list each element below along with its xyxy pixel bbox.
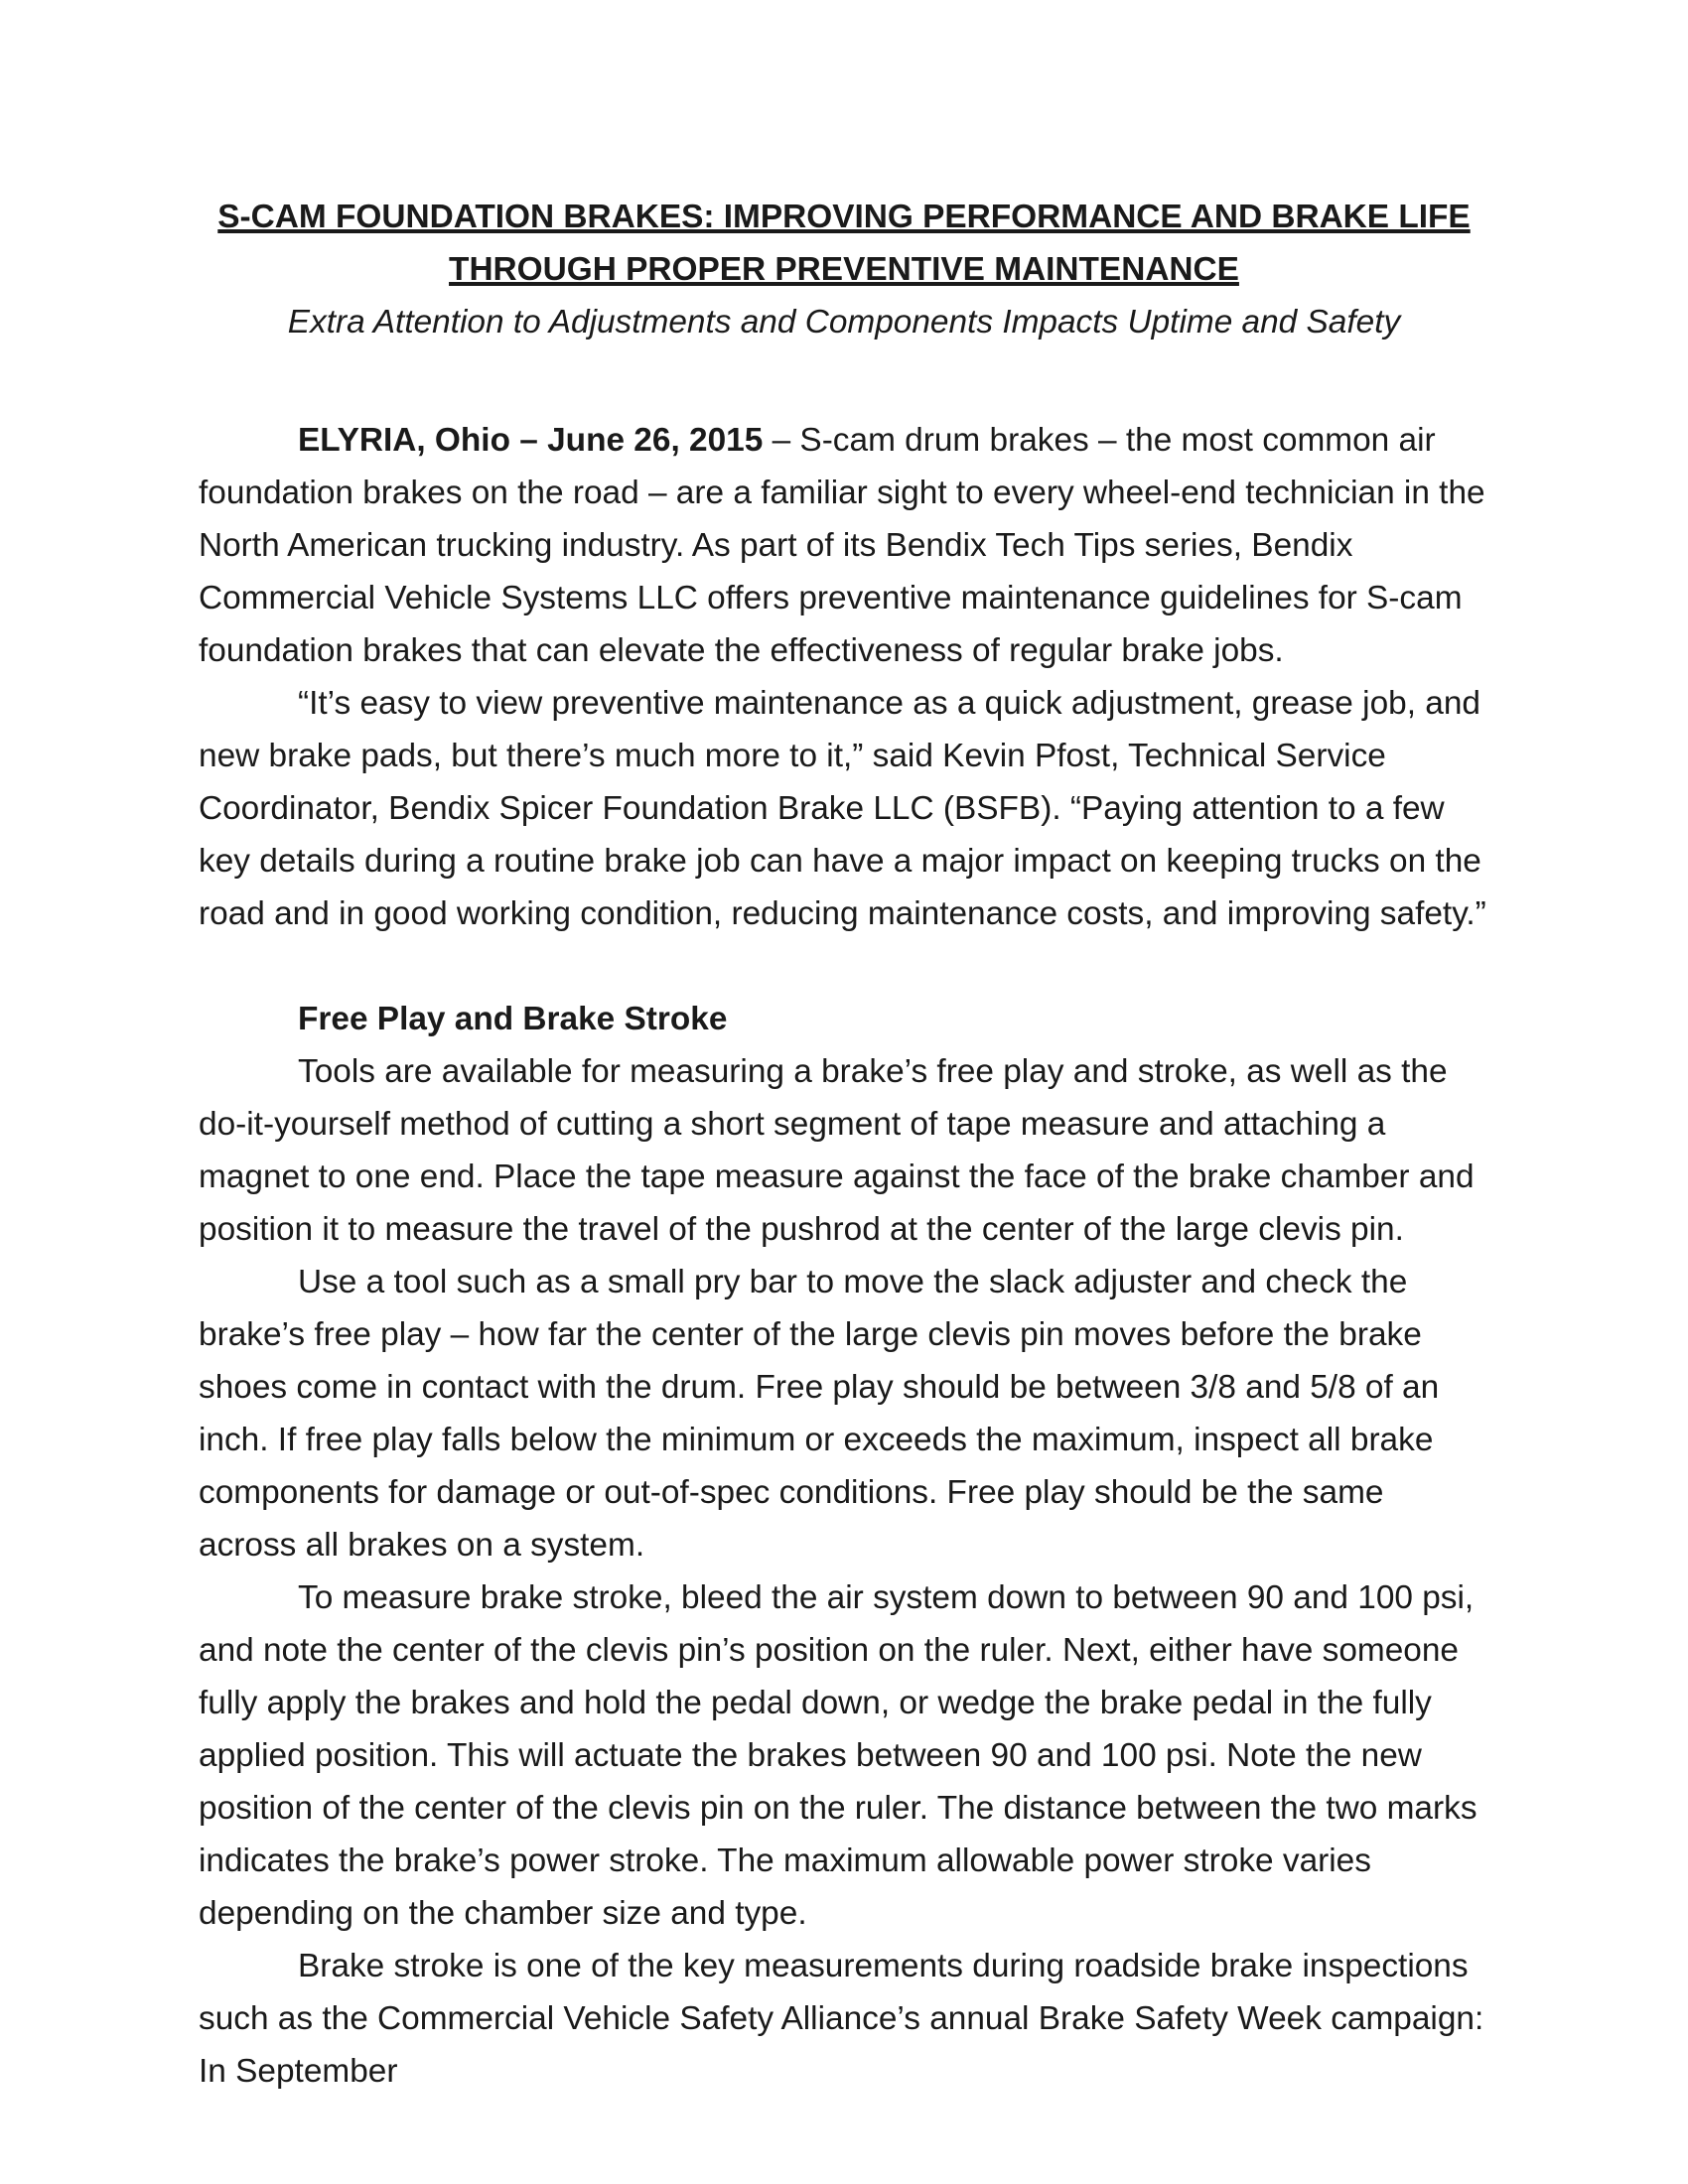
paragraph-inspections: Brake stroke is one of the key measurements during roadside brake inspections such as the Commercial Vehicle Safety Alliance’s annual Brake Safety Week campaign: In September bbox=[199, 1948, 1484, 2090]
dateline-paragraph-text: – S-cam drum brakes – the most common air foundation brakes on the road – are a familiar sight to every wheel-end technician in the North American trucking industry. As part of its Bendix Tech Tips series, Bendix Commercial Vehicle Systems LLC offers preventive maintenance guidelines for S-cam foundation brakes that can elevate the effectiveness of regular brake jobs. bbox=[199, 422, 1485, 669]
paragraph-dateline bbox=[199, 414, 1489, 677]
paragraph-quote: “It’s easy to view preventive maintenance as a quick adjustment, grease job, and new brake pads, but there’s much more to it,” said Kevin Pfost, Technical Service Coordinator, Bendix Spicer Foundation Brake LLC (BSFB). “Paying attention to a few key details during a routine brake job can have a major impact on keeping trucks on the road and in good working condition, reducing maintenance costs, and improving safety.” bbox=[199, 685, 1486, 932]
paragraph-brake-stroke: To measure brake stroke, bleed the air system down to between 90 and 100 psi, and note the center of the clevis pin’s position on the ruler. Next, either have someone fully apply the brakes and hold the pedal down, or wedge the brake pedal in the fully applied position. This will actuate the brakes between 90 and 100 psi. Note the new position of the center of the clevis pin on the ruler. The distance between the two marks indicates the brake’s power stroke. The maximum allowable power stroke varies depending on the chamber size and type. bbox=[199, 1579, 1477, 1932]
document-title-line-2: THROUGH PROPER PREVENTIVE MAINTENANCE bbox=[449, 251, 1239, 288]
section-heading-free-play-and-brake-stroke: Free Play and Brake Stroke bbox=[298, 1001, 728, 1037]
dateline-bold-lead: ELYRIA, Ohio – June 26, 2015 bbox=[298, 422, 764, 459]
paragraph-free-play: Use a tool such as a small pry bar to move the slack adjuster and check the brake’s free play – how far the center of the large clevis pin moves before the brake shoes come in contact with the drum. Free play should be between 3/8 and 5/8 of an inch. If free play falls below the minimum or exceeds the maximum, inspect all brake components for damage or out-of-spec conditions. Free play should be the same across all brakes on a system. bbox=[199, 1264, 1440, 1564]
document-title bbox=[199, 191, 1489, 296]
document-subtitle: Extra Attention to Adjustments and Components Impacts Uptime and Safety bbox=[287, 304, 1401, 341]
document-title-line-1: S-CAM FOUNDATION BRAKES: IMPROVING PERFORMANCE AND BRAKE LIFE bbox=[217, 199, 1471, 235]
paragraph-tools: Tools are available for measuring a brake’s free play and stroke, as well as the do-it-yourself method of cutting a short segment of tape measure and attaching a magnet to one end. Place the tape measure against the face of the brake chamber and position it to measure the travel of the pushrod at the center of the large clevis pin. bbox=[199, 1053, 1475, 1248]
